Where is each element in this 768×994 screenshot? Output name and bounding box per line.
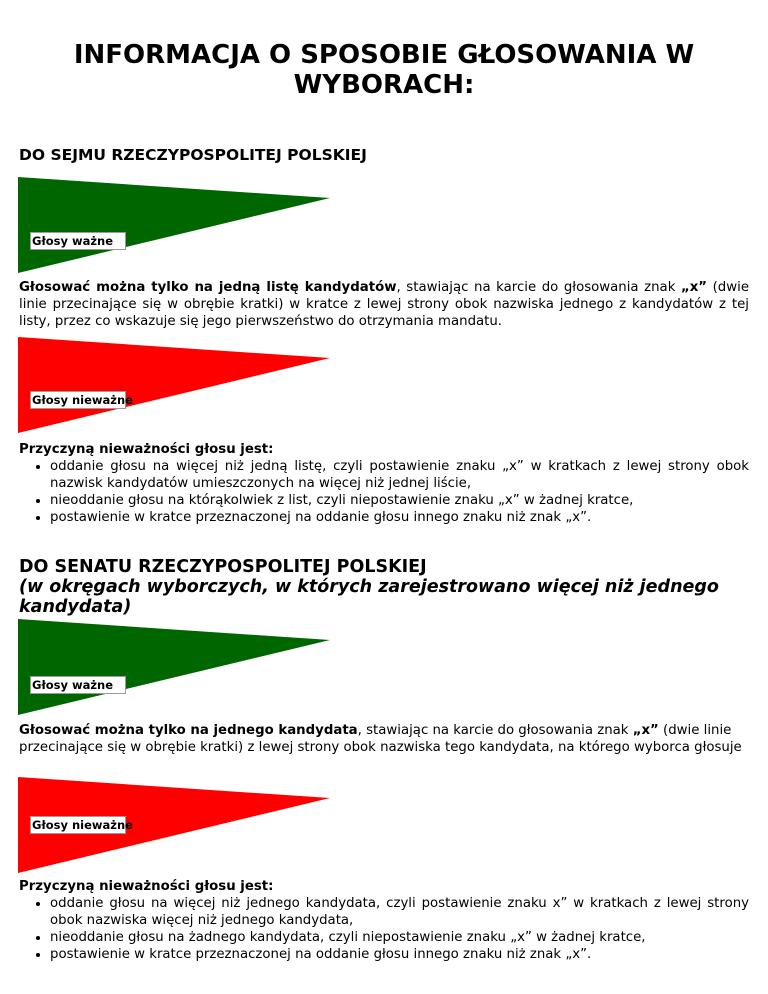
- red-pennant-shape: [18, 337, 330, 433]
- senat-heading: DO SENATU RZECZYPOSPOLITEJ POLSKIEJ: [19, 557, 427, 577]
- senat-rule-mark: „x”: [632, 723, 659, 738]
- invalid-votes-pennant: [18, 777, 330, 873]
- senat-rule-tail: (dwie linie przecinające się w obrębie kratki) z lewej strony obok nazwiska tego kandydata, na którego wyborca głosuje: [19, 723, 742, 755]
- valid-votes-pennant: [18, 619, 330, 715]
- senat-subheading: (w okręgach wyborczych, w których zarejestrowano więcej niż jednego kandydata): [19, 577, 719, 617]
- pennant-triangle: [18, 337, 330, 433]
- senat-causes-title: Przyczyną nieważności głosu jest:: [19, 879, 274, 894]
- valid-votes-label: Głosy ważne: [30, 232, 126, 250]
- senat-rule-rest: , stawiając na karcie do głosowania znak: [357, 723, 633, 738]
- green-pennant-shape: [18, 177, 330, 273]
- sejm-heading: DO SEJMU RZECZYPOSPOLITEJ POLSKIEJ: [19, 146, 367, 164]
- pennant-triangle: [18, 177, 330, 273]
- sejm-rule-mark: „x”: [680, 280, 708, 295]
- sejm-rule-tail: (dwie linie przecinające się w obrębie kratki) w kratce z lewej strony obok nazwiska jednego z kandydatów z tej listy, przez co wskazuje się jego pierwszeństwo do otrzymania mandatu.: [19, 280, 749, 329]
- page-title: INFORMACJA O SPOSOBIE GŁOSOWANIA W WYBORACH:: [73, 40, 695, 100]
- sejm-causes-list: [19, 458, 749, 526]
- valid-votes-label: Głosy ważne: [30, 676, 126, 694]
- sejm-rule-bold: Głosować można tylko na jedną listę kandydatów: [19, 280, 397, 295]
- list-item: • postawienie w kratce przeznaczonej na oddanie głosu innego znaku niż znak „x”.: [50, 946, 749, 963]
- pennant-triangle: [18, 619, 330, 715]
- list-item: • postawienie w kratce przeznaczonej na oddanie głosu innego znaku niż znak „x”.: [50, 509, 749, 526]
- senat-rule-bold: Głosować można tylko na jednego kandydata: [19, 723, 358, 738]
- sejm-rule-rest: , stawiając na karcie do głosowania znak: [396, 280, 681, 295]
- invalid-votes-pennant: [18, 337, 330, 433]
- list-item: • nieoddanie głosu na którąkolwiek z list, czyli niepostawienie znaku „x” w żadnej kratce,: [50, 492, 749, 509]
- sejm-voting-rule: [19, 279, 749, 330]
- green-pennant-shape: [18, 619, 330, 715]
- list-item: • oddanie głosu na więcej niż jednego kandydata, czyli postawienie znaku x” w kratkach z lewej strony obok nazwiska więcej niż jednego kandydata,: [50, 895, 749, 929]
- list-item: • oddanie głosu na więcej niż jedną listę, czyli postawienie znaku „x” w kratkach z lewej strony obok nazwisk kandydatów umieszczonych na więcej niż jednej liście,: [50, 458, 749, 492]
- senat-voting-rule: [19, 722, 749, 756]
- senat-heading-block: [19, 557, 749, 617]
- invalid-votes-label: Głosy nieważne: [32, 818, 133, 832]
- valid-votes-pennant: [18, 177, 330, 273]
- senat-causes-list: [19, 895, 749, 963]
- invalid-votes-label: Głosy nieważne: [32, 393, 133, 407]
- list-item: • nieoddanie głosu na żadnego kandydata, czyli niepostawienie znaku „x” w żadnej kratce,: [50, 929, 749, 946]
- sejm-causes-title: Przyczyną nieważności głosu jest:: [19, 442, 274, 457]
